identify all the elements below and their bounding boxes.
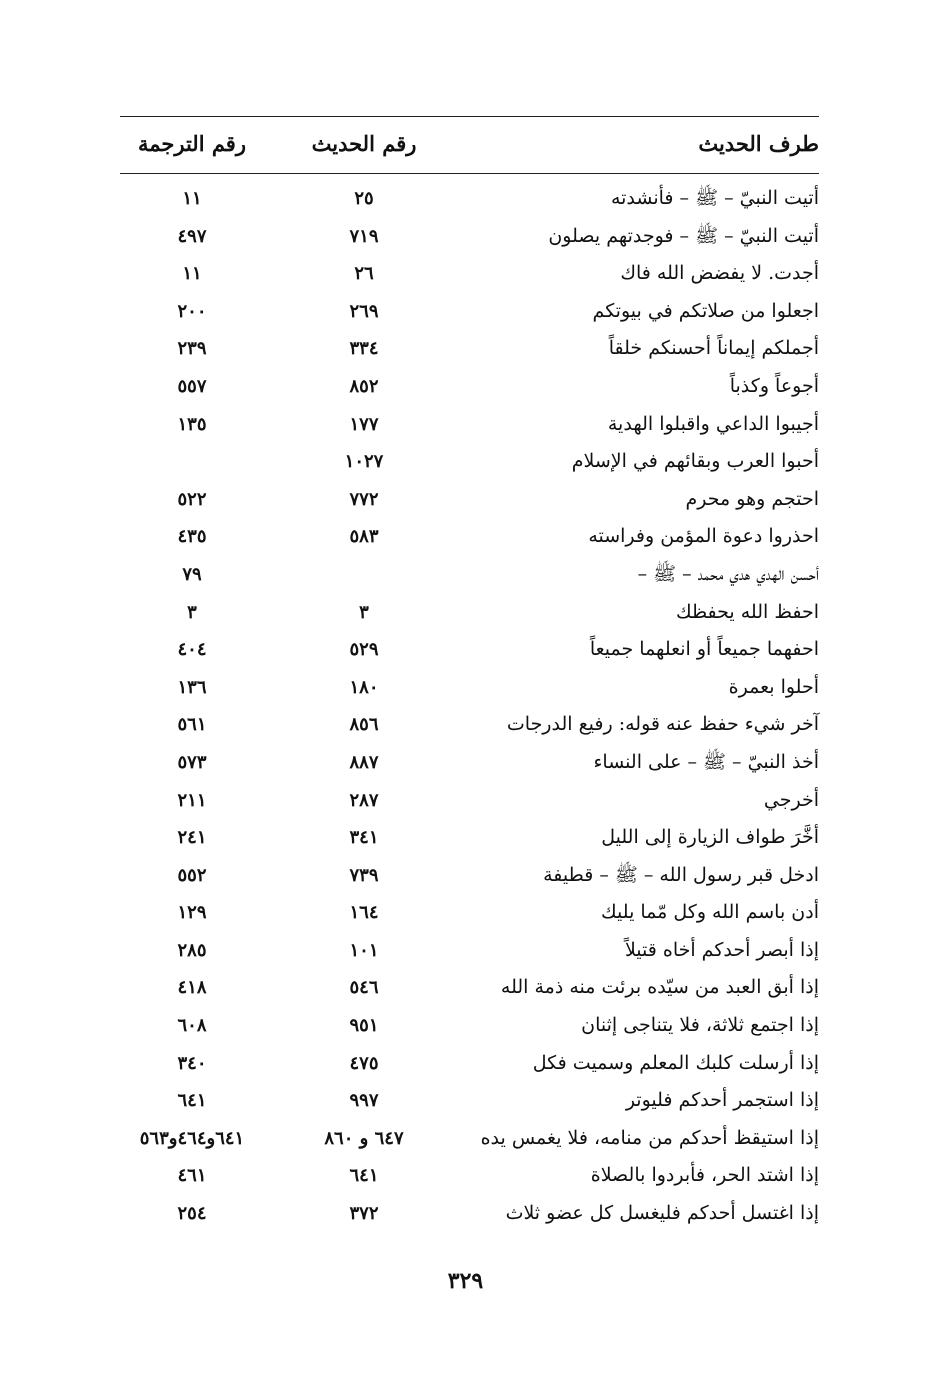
table-row [120,932,819,970]
tarjama-number: ٣٤٠ [177,1052,207,1074]
table-row [120,330,819,368]
tarjama-number: ٣ [187,601,197,623]
index-table [120,180,819,1233]
header-hadith: طرف الحديث [698,131,819,156]
hadith-text: إذا استجمر أحدكم فليوتر [625,1089,819,1112]
tarjama-number: ٦٠٨ [177,1015,207,1037]
hadith-text: إذا أبصر أحدكم أخاه قتيلاً [624,938,819,961]
table-row [120,518,819,556]
hadith-text: أجدت. لا يفضض الله فاك [620,262,819,285]
hadith-number: ٩٥١ [349,1015,379,1037]
hadith-text: إذا اغتسل أحدكم فليغسل كل عضو ثلاث [505,1202,819,1225]
table-row [120,669,819,707]
hadith-number: ٧٣٩ [349,864,379,886]
hadith-text: ادخل قبر رسول الله – ﷺ – قطيفة [543,863,819,886]
tarjama-number: ١٢٩ [177,902,207,924]
hadith-number: ٢٨٧ [349,789,379,811]
table-row [120,594,819,632]
table-row [120,556,819,594]
hadith-number: ٢٥ [354,188,374,209]
table-row [120,1045,819,1083]
tarjama-number: ٢٠٠ [177,300,207,322]
header-number: رقم الحديث [311,131,417,156]
hadith-text: اجعلوا من صلاتكم في بيوتكم [592,299,819,322]
table-row [120,706,819,744]
tarjama-number: ٢٥٤ [177,1203,207,1225]
hadith-number: ٥٢٩ [349,639,379,661]
hadith-text: إذا أبق العبد من سيّده برئت منه ذمة الله [500,976,819,999]
tarjama-number: ٥٧٣ [177,751,207,773]
tarjama-number: ١١ [182,263,202,285]
hadith-number: ١٠١ [349,939,379,961]
hadith-number: ٣٧٢ [349,1203,379,1225]
hadith-number: ١٠٢٧ [344,451,384,473]
table-row [120,443,819,481]
tarjama-number: ١٣٦ [177,676,207,698]
tarjama-number: ٦٤١ [177,1090,207,1112]
hadith-text: أحسن الهدي هدي محمد – ﷺ – [637,562,819,585]
tarjama-number: ٦٤١و٤٦٤و٥٦٣ [139,1127,245,1149]
table-row [120,1082,819,1120]
hadith-number: ٢٦٩ [349,300,379,322]
hadith-text: إذا اشتد الحر، فأبردوا بالصلاة [590,1164,819,1187]
hadith-text: أجيبوا الداعي واقبلوا الهدية [607,412,819,435]
hadith-text: أحبوا العرب وبقائهم في الإسلام [571,450,819,473]
hadith-number: ٨٥٦ [349,714,379,736]
hadith-number: ٣٤١ [349,827,379,849]
hadith-text: إذا أرسلت كلبك المعلم وسميت فكل [532,1051,819,1074]
top-rule [120,116,819,117]
tarjama-number: ١٣٥ [177,413,207,435]
hadith-text: أحلوا بعمرة [728,675,819,698]
hadith-text: إذا اجتمع ثلاثة، فلا يتناجى إثنان [581,1014,819,1037]
table-row [120,481,819,519]
tarjama-number: ١١ [182,188,202,209]
hadith-number: ٦٤٧ و ٨٦٠ [324,1127,404,1149]
tarjama-number: ٢٨٥ [177,939,207,961]
tarjama-number: ٧٩ [182,563,202,585]
hadith-number: ٥٨٣ [349,526,379,548]
page-number: ٣٢٩ [447,1268,484,1294]
hadith-number: ١٦٤ [349,902,379,924]
tarjama-number: ٤٦١ [177,1165,207,1187]
header-rule [120,173,819,174]
tarjama-number: ٢٣٩ [177,338,207,360]
hadith-text: إذا استيقظ أحدكم من منامه، فلا يغمس يده [480,1126,819,1149]
hadith-text: أتيت النبيّ – ﷺ – فأنشدته [610,187,819,209]
hadith-text: أتيت النبيّ – ﷺ – فوجدتهم يصلون [548,224,819,247]
table-row [120,819,819,857]
table-row [120,631,819,669]
hadith-number: ٦٤١ [349,1165,379,1187]
tarjama-number: ٥٥٧ [177,375,207,397]
hadith-text: أخرجي [763,788,819,811]
hadith-text: أدن باسم الله وكل مّما يليك [601,901,819,924]
hadith-number: ٣ [359,601,369,623]
tarjama-number: ٤١٨ [177,977,207,999]
tarjama-number: ٥٥٢ [177,864,207,886]
hadith-number: ٥٤٦ [349,977,379,999]
table-row [120,255,819,293]
hadith-number: ١٧٧ [349,413,379,435]
hadith-number: ٩٩٧ [349,1090,379,1112]
hadith-text: احفهما جميعاً أو انعلهما جميعاً [589,638,819,661]
table-row [120,1195,819,1233]
hadith-text: أجوعاً وكذباً [729,374,819,397]
table-row [120,406,819,444]
table-row [120,969,819,1007]
table-row [120,857,819,895]
table-row [120,782,819,820]
hadith-number: ٣٣٤ [349,338,379,360]
tarjama-number: ٤٩٧ [177,225,207,247]
hadith-text: احتجم وهو محرم [685,487,819,510]
tarjama-number: ٥٦١ [177,714,207,736]
hadith-text: احفظ الله يحفظك [675,600,819,623]
table-header [120,123,819,165]
hadith-number: ٧١٩ [349,225,379,247]
hadith-text: آخر شيء حفظ عنه قوله: رفيع الدرجات [506,713,819,736]
table-row [120,180,819,218]
hadith-text: أخَّرَ طواف الزيارة إلى الليل [601,826,819,849]
tarjama-number: ٤٠٤ [177,639,207,661]
hadith-number: ٨٨٧ [349,751,379,773]
table-row [120,293,819,331]
hadith-number: ٤٧٥ [349,1052,379,1074]
table-row [120,368,819,406]
tarjama-number: ٥٢٢ [177,488,207,510]
tarjama-number: ٤٣٥ [177,526,207,548]
table-row [120,1007,819,1045]
hadith-text: احذروا دعوة المؤمن وفراسته [588,525,819,548]
hadith-text: أجملكم إيماناً أحسنكم خلقاً [608,337,819,360]
hadith-number: ٨٥٢ [349,375,379,397]
hadith-number: ٧٧٢ [349,488,379,510]
table-row [120,218,819,256]
tarjama-number: ٢١١ [177,789,207,811]
table-row [120,1120,819,1158]
header-tarjama: رقم الترجمة [137,131,246,156]
table-row [120,1157,819,1195]
hadith-number: ٢٦ [354,263,374,285]
hadith-number: ١٨٠ [349,676,379,698]
table-row [120,894,819,932]
hadith-text: أخذ النبيّ – ﷺ – على النساء [593,750,819,773]
table-row [120,744,819,782]
tarjama-number: ٢٤١ [177,827,207,849]
